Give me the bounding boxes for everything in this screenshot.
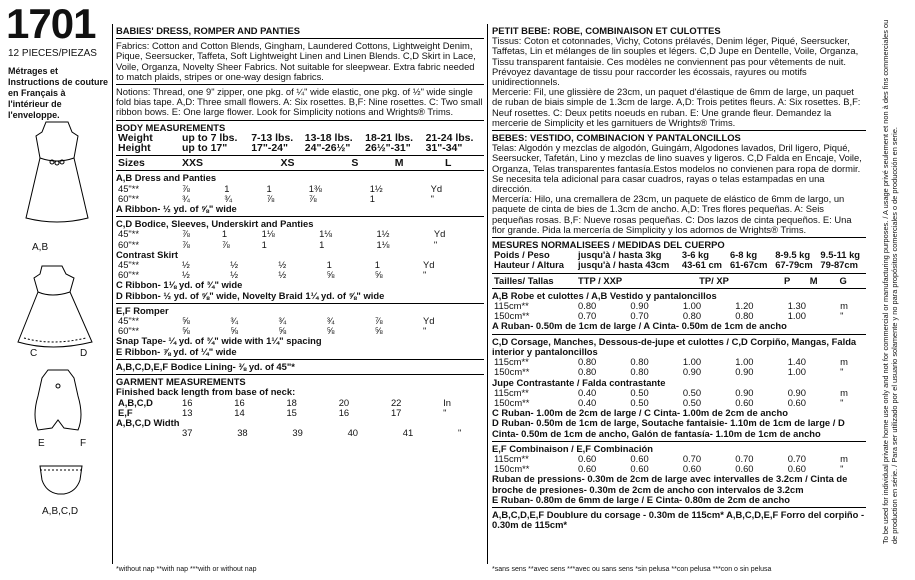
fr-view-ab-heading: A,B Robe et culottes / A,B Vestido y pantaloncillos: [492, 289, 717, 301]
french-footer: *sans sens **avec sens ***avec ou sans sens *sin pelusa **con pelusa ***con o sin pelusa: [492, 566, 772, 573]
garment-measurements-heading: GARMENT MEASUREMENTS: [116, 376, 246, 388]
view-ef-heading: E,F Romper: [116, 304, 169, 316]
mercerie-text: Mercerie: Fil, une glissière de 23cm, un paquet d'élastique de 6mm de large, un paquet de ruban de biais simple de 1.3cm de large. A,D: Trois petites fleurs. A: Six rosettes. B,F: Neuf rosettes. C: Deux petits noeuds en ruban. E: Une grande fleur. Demandez la mercerie de Simplicity et les garnituers de Wrights® Trims.: [492, 86, 861, 128]
body-measurements-heading: BODY MEASUREMENTS: [116, 121, 226, 133]
bodice-lining: A,B,C,D,E,F Bodice Lining- ⅜ yd. of 45"*: [116, 360, 295, 372]
width-heading: A,B,C,D Width: [116, 416, 180, 428]
dress-ab-illustration: [18, 118, 96, 238]
french-instructions-note: Métrages et Instructions de couture en Français à l'intérieur de l'enveloppe.: [8, 66, 109, 120]
figure-label-f: F: [80, 438, 87, 449]
left-column: [0, 0, 110, 560]
mesures-heading: MESURES NORMALISEES / MEDIDAS DEL CUERPO: [492, 239, 725, 251]
tailles-table: Tailles/ Tallas TTP / XXP TP/ XP P M G: [494, 274, 847, 286]
garment-measurements-table: A,B,C,D 16 16 18 20 22 In E,F 13 14 15 16 17 ": [118, 396, 451, 418]
fr-view-ef-heading: E,F Combinaison / E,F Combinación: [492, 442, 653, 454]
spanish-title: BEBES: VESTIDO, COMBINACION Y PANTALONCILLOS: [492, 132, 741, 144]
d-ribbon: D Ribbon- ½ yd. of ⅝" wide, Novelty Braid 1¼ yd. of ⅝" wide: [116, 289, 385, 301]
fabrics-text: Fabrics: Cotton and Cotton Blends, Gingham, Laundered Cottons, Lightweight Denim, Pique, Seersucker, Taffeta, Soft Lightweight Linen and Linen Blends. C,D Skirt in Lace, Voile, Organza, Novelty Sheer Fabrics. Not suitable for sleepwear. Extra fabric needed to match plaids, stripes or one-way design fabrics.: [116, 40, 476, 82]
fr-d-ruban: D Ruban- 0.50m de 1cm de large, Soutache fantaisie- 1.10m de 1cm de large / D Cinta- 0.50m de 1cm de ancho, Galón de fantasía- 1.10m de 1cm de ancho: [492, 417, 845, 439]
view-cd-yardage: 45"** ⅞ 1 1⅛ 1⅛ 1½ Yd 60"** ⅞ ⅞ 1 1 1⅛ ": [118, 228, 446, 250]
view-cd-heading: C,D Bodice, Sleeves, Underskirt and Panties: [116, 218, 314, 230]
figure-label-e: E: [38, 438, 45, 449]
contrast-skirt-yardage: 45"** ½ ½ ½ 1 1 Yd 60"** ½ ½ ½ ⅝ ⅝ ": [118, 259, 435, 281]
french-spanish-column: [492, 26, 866, 558]
contrast-skirt-heading: Contrast Skirt: [116, 248, 178, 260]
section-title: BABIES' DRESS, ROMPER AND PANTIES: [116, 25, 301, 36]
fr-jupe-yardage: 115cm** 0.40 0.50 0.50 0.90 0.90 m 150cm** 0.40 0.50 0.50 0.60 0.60 ": [494, 386, 848, 408]
fr-e-ruban: E Ruban- 0.80m de 6mm de large / E Cinta- 0.80m de 2cm de ancho: [492, 493, 791, 505]
english-column: [116, 26, 484, 558]
figure-label-c: C: [30, 348, 38, 359]
pattern-number: 1701: [6, 0, 96, 47]
merceria-text: Mercería: Hilo, una cremallera de 23cm, un paquete de elástico de 6mm de largo, un paquete de cinta de bies de 1.3cm de ancho. A,D: Tres flores pequeñas. A: Seis pequeñas rosas. B,F: Nueve rosas pequeñas. C: Dos lazos de cinta pequeños. E: Una flor grande. Pida la mercería de Simplicity y los adornos de Wrights® Trims.: [492, 193, 852, 235]
french-title: PETIT BEBE: ROBE, COMBINAISON ET CULOTTES: [492, 25, 721, 36]
romper-ef-illustration: [24, 366, 94, 438]
fr-a-ruban: A Ruban- 0.50m de 1cm de large / A Cinta- 0.50m de 1cm de ancho: [492, 320, 787, 332]
fr-c-ruban: C Ruban- 1.00m de 2cm de large / C Cinta- 1.00m de 2cm de ancho: [492, 407, 788, 419]
a-ribbon: A Ribbon- ½ yd. of ⅝" wide: [116, 203, 237, 215]
fr-view-ab-yardage: 115cm** 0.80 0.90 1.00 1.20 1.30 m 150cm** 0.70 0.70 0.80 0.80 1.00 ": [494, 300, 848, 322]
view-ab-yardage: 45"** ⅞ 1 1 1⅜ 1½ Yd 60"** ¾ ¾ ⅞ ⅞ 1 ": [118, 182, 443, 204]
fr-jupe-heading: Jupe Contrastante / Falda contrastante: [492, 376, 666, 388]
sizes-table: Sizes XXS XS S M L: [118, 157, 452, 170]
side-usage-text: To be used for individual private home use only and not for commercial or manufacturing purposes. / A usage privé seulement et non à des fins commerciales ou de production en série. / Para ser utilizado por el usuario solamente y no para propósitos comerciales o de producción en serie.: [881, 19, 899, 544]
figure-label-d: D: [80, 348, 88, 359]
telas-text: Telas: Algodón y mezclas de algodón, Guingám, Algodones lavados, Dril ligero, Piqué, Seersucker, Tafetán, Lino y mezclas de lino suaves y ligeros. C,D Falda en Encaje, Voile, Organza, Telas transparentes fantasía.Estos modelos no convienen para ropa de dormir. Se necesita tela adicional para casar cuadros, rayas o telas estampadas en una dirección.: [492, 142, 862, 195]
snap-tape: Snap Tape- ¼ yd. of ¾" wide with 1¼" spacing: [116, 335, 322, 347]
fr-view-cd-heading: C,D Corsage, Manches, Dessous-de-jupe et culottes / C,D Corpiño, Mangas, Falda interior y pantaloncillos: [492, 335, 857, 357]
view-ef-yardage: 45"** ⅝ ¾ ¾ ¾ ⅞ Yd 60"** ⅝ ⅝ ⅝ ⅝ ⅝ ": [118, 315, 435, 337]
fr-pression: Ruban de pressions- 0.30m de 2cm de large avec intervalles de 3.2cm / Cinta de broche de presiones- 0.30m de 2cm de ancho con intervalos de 3.2cm: [492, 473, 848, 495]
fr-doublure: A,B,C,D,E,F Doublure du corsage - 0.30m de 115cm* A,B,C,D,E,F Forro del corpiño - 0.30m de 115cm*: [492, 508, 865, 531]
tissus-text: Tissus: Coton et cotonnades, Vichy, Cotons prélavés, Denim léger, Piqué, Seersucker, Taffetas, Lin et mélanges de lin souples et légers. C,D Jupe en Dentelle, Voile, Organza, Tissu transparent fantaisie. Ces modèles ne conviennent pas pour vêtements de nuit. Prévoyez davantage de tissu pour raccorder les écossais, rayures ou motifs unidirectionnels.: [492, 35, 859, 88]
e-ribbon: E Ribbon- ⅞ yd. of ¼" wide: [116, 345, 237, 357]
fr-view-cd-yardage: 115cm** 0.80 0.80 1.00 1.00 1.40 m 150cm** 0.80 0.80 0.90 0.90 1.00 ": [494, 356, 848, 378]
notions-text: Notions: Thread, one 9" zipper, one pkg. of ¼" wide elastic, one pkg. of ½" wide single fold bias tape. A,D: Three small flowers. A: Six rosettes. B,F: Nine rosettes. C: Two small ribbon bows. E: One large flower. Look for Simplicity notions and Wrights® Trims.: [116, 86, 483, 118]
view-ab-heading: A,B Dress and Panties: [116, 172, 217, 184]
fr-view-ef-yardage: 115cm** 0.60 0.60 0.70 0.70 0.70 m 150cm** 0.60 0.60 0.60 0.60 0.60 ": [494, 452, 848, 475]
c-ribbon: C Ribbon- 1⅛ yd. of ¾" wide: [116, 279, 243, 291]
panties-illustration: [36, 460, 86, 500]
figure-label-abcd: A,B,C,D: [42, 506, 79, 517]
column-divider: [112, 24, 113, 564]
body-measurements-table: Weight up to 7 lbs. 7-13 lbs. 13-18 lbs. 18-21 lbs. 21-24 lbs. Height up to 17" 17"-24" 24"-26½" 26½"-31" 31"-34": [118, 131, 474, 155]
figure-label-ab: A,B: [32, 242, 49, 253]
dress-cd-illustration: [12, 262, 102, 352]
width-table: 37 38 39 40 41 ": [182, 427, 462, 439]
back-length-heading: Finished back length from base of neck:: [116, 386, 296, 398]
english-footer: *without nap **with nap ***with or without nap: [116, 566, 257, 573]
column-divider: [487, 24, 488, 564]
side-usage-note: [870, 20, 910, 560]
mesures-table: Poids / Peso jusqu'à / hasta 3kg 3-6 kg 6-8 kg 8-9.5 kg 9.5-11 kg Hauteur / Altura jusqu'à / hasta 43cm 43-61 cm 61-67cm 67-79cm 79-87cm: [494, 249, 861, 271]
pieces-count: 12 PIECES/PIEZAS: [8, 48, 97, 59]
